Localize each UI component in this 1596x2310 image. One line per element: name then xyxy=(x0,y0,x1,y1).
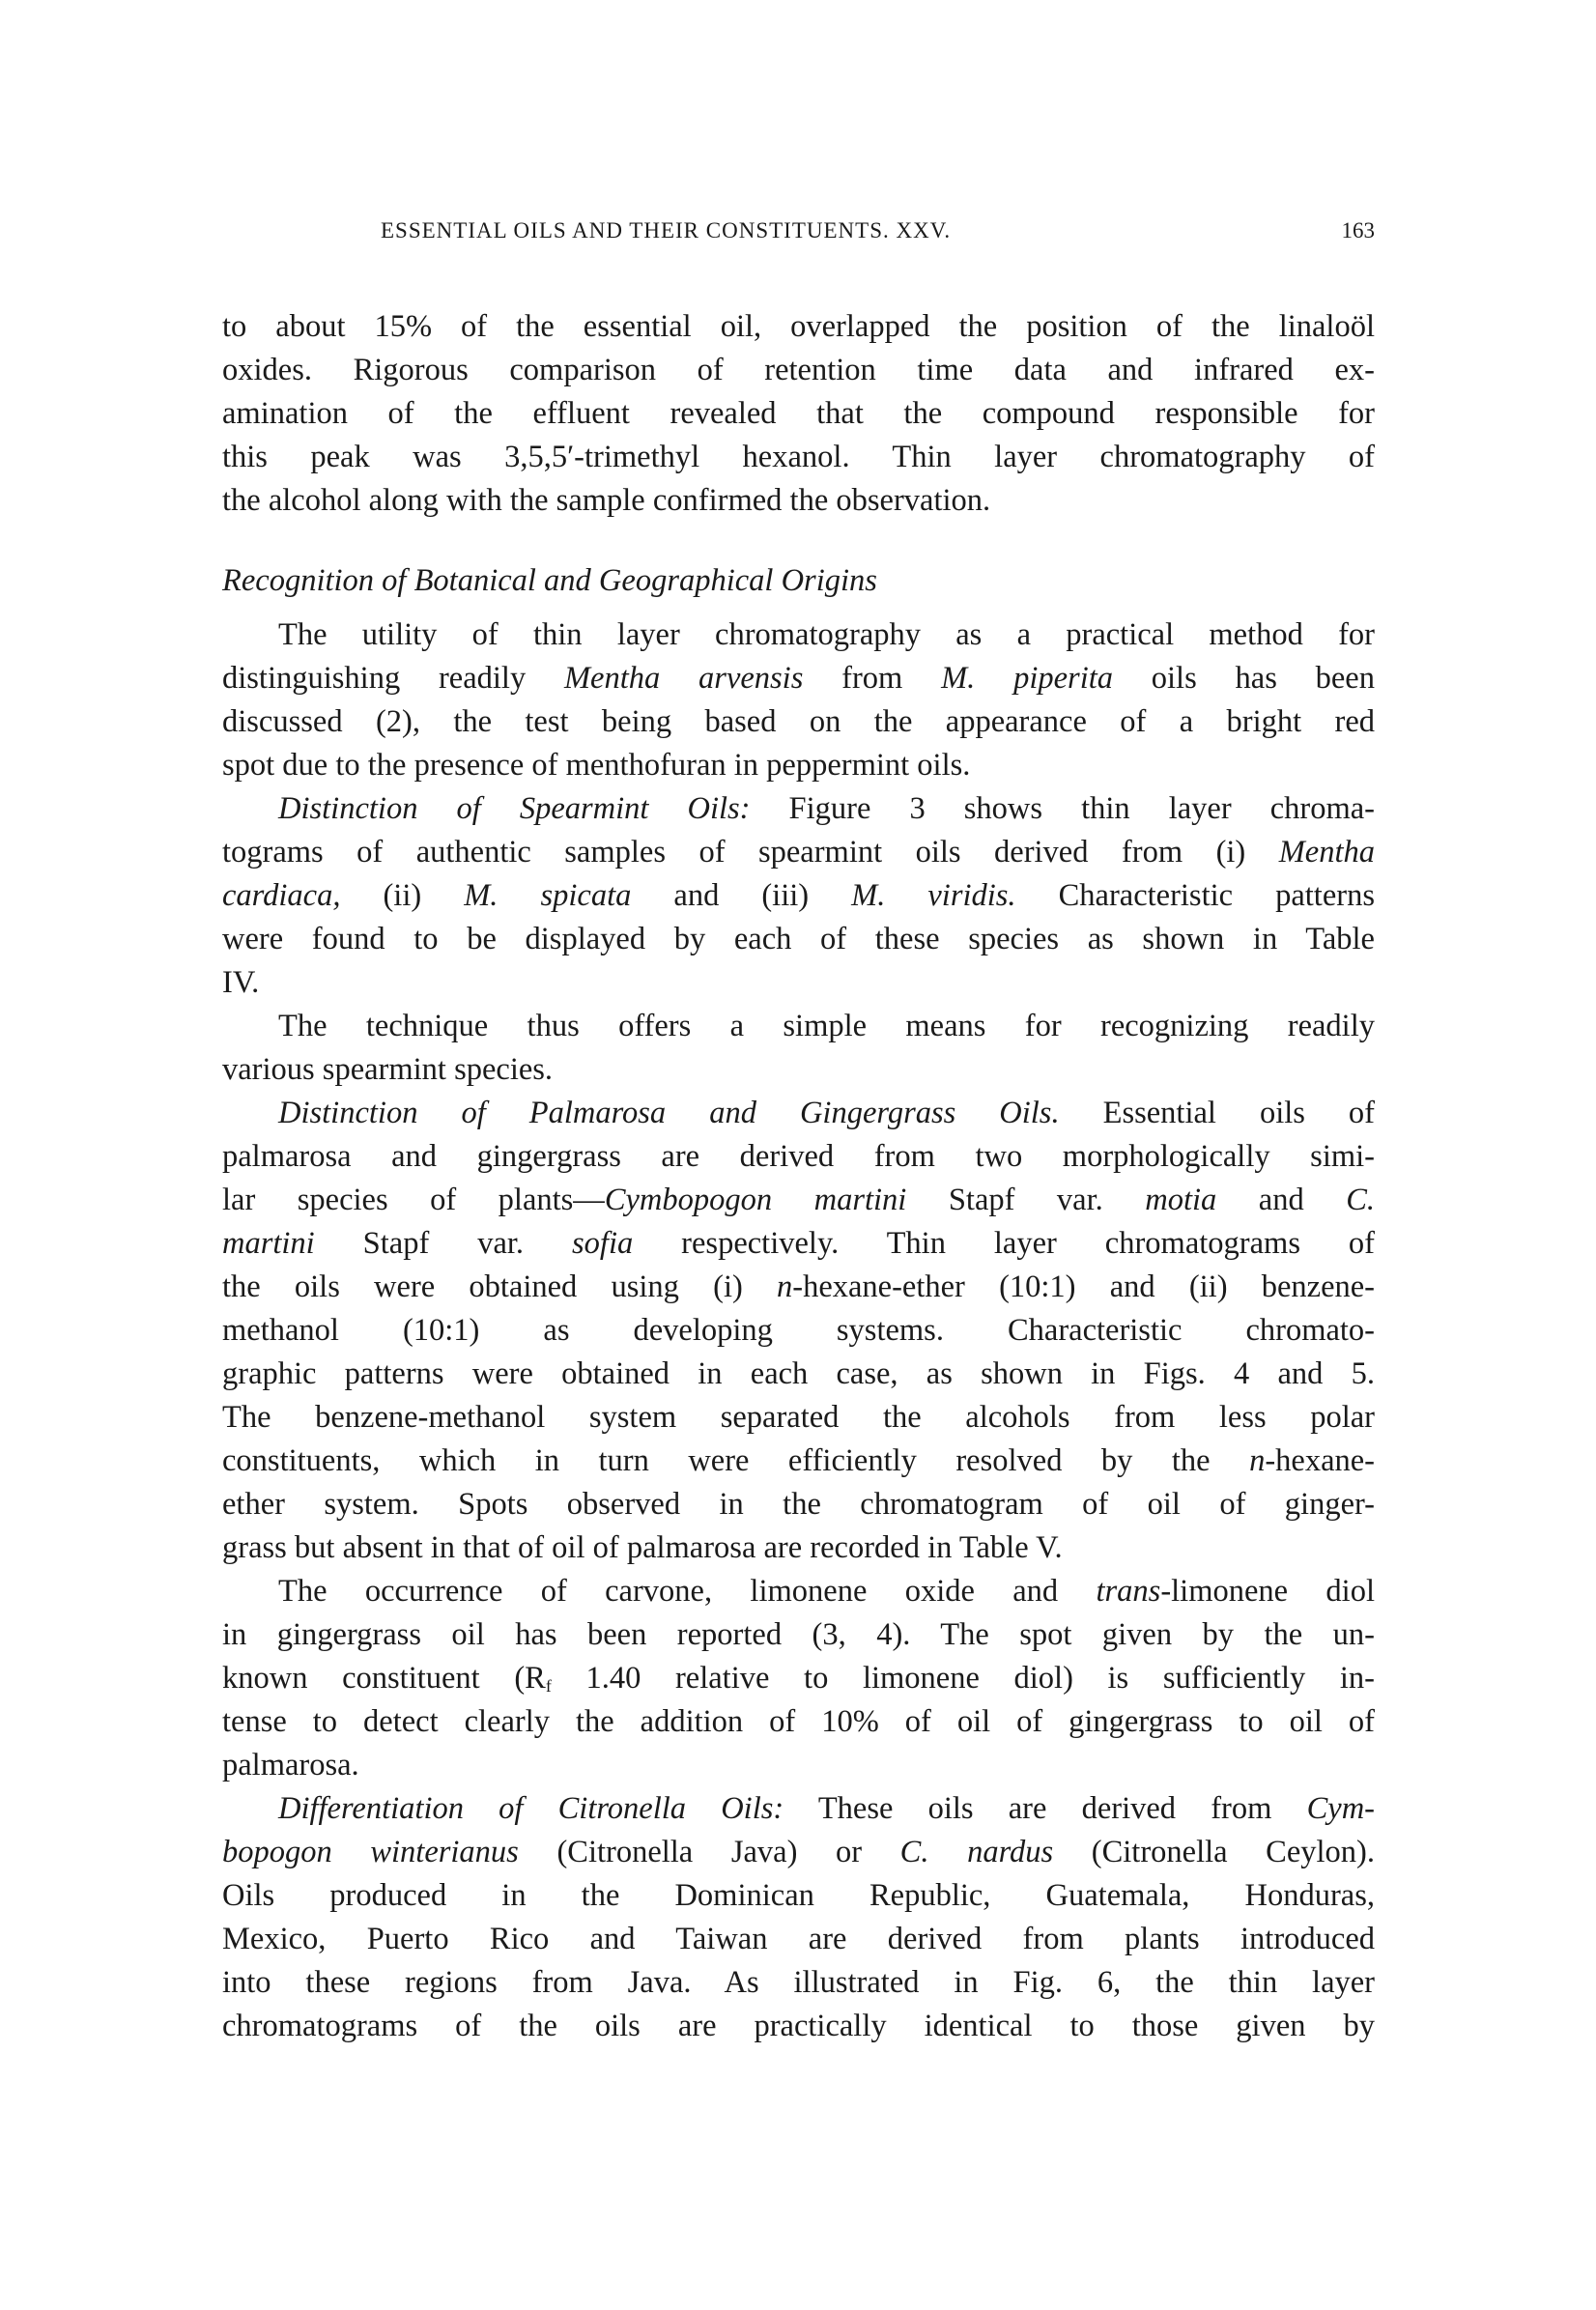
italic-text: motia xyxy=(1145,1183,1217,1217)
text-line xyxy=(222,392,1375,436)
text-run: tograms of authentic samples of spearmint oils derived from (i) xyxy=(222,835,1279,870)
section-heading xyxy=(222,559,1375,603)
text-line xyxy=(222,559,1375,603)
text-run: Mexico, Puerto Rico and Taiwan are derived from plants introduced xyxy=(222,1922,1375,1956)
text-line xyxy=(222,1700,1375,1744)
text-run: The utility of thin layer chromatography as a practical method for xyxy=(278,617,1375,652)
paragraph xyxy=(222,1092,1375,1570)
text-run: methanol (10:1) as developing systems. Characteristic chromato- xyxy=(222,1313,1375,1348)
text-line xyxy=(222,1657,1375,1700)
paragraph xyxy=(222,613,1375,787)
paragraph xyxy=(222,305,1375,523)
italic-text: Recognition of Botanical and Geographical Origins xyxy=(222,563,877,598)
text-run: oils has been xyxy=(1113,661,1375,696)
text-line xyxy=(222,1179,1375,1222)
italic-text: M. piperita xyxy=(941,661,1113,696)
running-title: ESSENTIAL OILS AND THEIR CONSTITUENTS. XXV. xyxy=(381,218,952,242)
text-run: and xyxy=(1216,1183,1347,1217)
text-line xyxy=(222,961,1375,1005)
page-number: 163 xyxy=(1341,218,1375,242)
text-line xyxy=(222,1005,1375,1048)
paragraph xyxy=(222,787,1375,1005)
italic-text: M. viridis. xyxy=(851,878,1016,913)
text-run: Stapf var. xyxy=(906,1183,1146,1217)
text-run: constituents, which in turn were efficiently resolved by the xyxy=(222,1443,1250,1478)
text-run: in gingergrass oil has been reported (3, 4). The spot given by the un- xyxy=(222,1617,1375,1652)
text-line xyxy=(222,700,1375,744)
text-run: lar species of plants— xyxy=(222,1183,605,1217)
italic-text: sofia xyxy=(572,1226,634,1261)
text-run: palmarosa and gingergrass are derived from two morphologically simi- xyxy=(222,1139,1375,1174)
text-run: spot due to the presence of menthofuran in peppermint oils. xyxy=(222,748,971,783)
text-run: The technique thus offers a simple means for recognizing readily xyxy=(278,1009,1375,1043)
italic-text: C. xyxy=(1346,1183,1375,1217)
running-header xyxy=(222,218,1375,257)
text-run: These oils are derived from xyxy=(784,1791,1307,1826)
text-run: -hexane- xyxy=(1265,1443,1375,1478)
text-line xyxy=(222,1831,1375,1874)
text-run: the oils were obtained using (i) xyxy=(222,1269,777,1304)
text-run: and (iii) xyxy=(631,878,852,913)
italic-text: M. spicata xyxy=(464,878,632,913)
paragraph xyxy=(222,1787,1375,2048)
italic-text: Distinction of Spearmint Oils: xyxy=(278,791,751,826)
italic-text: n xyxy=(777,1269,793,1304)
text-line xyxy=(222,918,1375,961)
text-run: (ii) xyxy=(340,878,465,913)
text-line xyxy=(222,1309,1375,1353)
text-line xyxy=(222,1874,1375,1918)
italic-text: cardiaca, xyxy=(222,878,341,913)
subscript: f xyxy=(545,1676,552,1696)
italic-text: trans xyxy=(1096,1574,1161,1609)
text-line xyxy=(222,657,1375,700)
text-line xyxy=(222,1483,1375,1526)
text-run: discussed (2), the test being based on the appearance of a bright red xyxy=(222,704,1375,739)
text-line xyxy=(222,1353,1375,1396)
text-run: known constituent (R xyxy=(222,1661,546,1696)
text-line xyxy=(222,1787,1375,1831)
italic-text: Cym- xyxy=(1306,1791,1375,1826)
text-line xyxy=(222,831,1375,874)
text-run: Stapf var. xyxy=(314,1226,573,1261)
text-run: various spearmint species. xyxy=(222,1052,554,1087)
text-line xyxy=(222,1526,1375,1570)
text-line xyxy=(222,479,1375,523)
text-run: distinguishing readily xyxy=(222,661,564,696)
text-run: palmarosa. xyxy=(222,1748,359,1782)
text-line xyxy=(222,1048,1375,1092)
text-run: (Citronella Ceylon). xyxy=(1053,1835,1375,1869)
text-run: tense to detect clearly the addition of 10% of oil of gingergrass to oil of xyxy=(222,1704,1375,1739)
article-body xyxy=(222,305,1375,2048)
text-line xyxy=(222,1961,1375,2005)
text-line xyxy=(222,874,1375,918)
text-run: grass but absent in that of oil of palmarosa are recorded in Table V. xyxy=(222,1530,1063,1565)
text-line xyxy=(222,1570,1375,1613)
text-line xyxy=(222,1744,1375,1787)
italic-text: n xyxy=(1249,1443,1266,1478)
text-run: IV. xyxy=(222,965,260,1000)
text-line xyxy=(222,305,1375,349)
text-run: (Citronella Java) or xyxy=(518,1835,900,1869)
text-run: were found to be displayed by each of these species as shown in Table xyxy=(222,922,1375,956)
text-line xyxy=(222,2005,1375,2048)
text-line xyxy=(222,613,1375,657)
text-line xyxy=(222,1396,1375,1440)
text-run: from xyxy=(803,661,942,696)
text-run: into these regions from Java. As illustrated in Fig. 6, the thin layer xyxy=(222,1965,1375,2000)
text-line xyxy=(222,436,1375,479)
text-run: Figure 3 shows thin layer chroma- xyxy=(750,791,1375,826)
text-run: respectively. Thin layer chromatograms of xyxy=(633,1226,1375,1261)
text-line xyxy=(222,787,1375,831)
text-run: chromatograms of the oils are practically identical to those given by xyxy=(222,2009,1375,2043)
text-run: 1.40 relative to limonene diol) is sufficiently in- xyxy=(551,1661,1375,1696)
italic-text: Mentha arvensis xyxy=(563,661,804,696)
text-line xyxy=(222,1440,1375,1483)
text-line xyxy=(222,1222,1375,1266)
text-run: graphic patterns were obtained in each case, as shown in Figs. 4 and 5. xyxy=(222,1356,1375,1391)
text-line xyxy=(222,744,1375,787)
text-line xyxy=(222,1918,1375,1961)
text-run: Characteristic patterns xyxy=(1015,878,1375,913)
text-run: The benzene-methanol system separated the alcohols from less polar xyxy=(222,1400,1375,1435)
text-line xyxy=(222,349,1375,392)
paragraph xyxy=(222,1570,1375,1787)
text-line xyxy=(222,1092,1375,1135)
text-run: Essential oils of xyxy=(1059,1096,1375,1130)
italic-text: Cymbopogon martini xyxy=(604,1183,907,1217)
paragraph xyxy=(222,1005,1375,1092)
text-run: oxides. Rigorous comparison of retention time data and infrared ex- xyxy=(222,353,1375,387)
text-run: The occurrence of carvone, limonene oxide and xyxy=(278,1574,1097,1609)
italic-text: martini xyxy=(222,1226,315,1261)
text-run: Oils produced in the Dominican Republic, Guatemala, Honduras, xyxy=(222,1878,1375,1913)
italic-text: bopogon winterianus xyxy=(222,1835,519,1869)
text-run: to about 15% of the essential oil, overlapped the position of the linaloöl xyxy=(222,309,1375,344)
italic-text: Distinction of Palmarosa and Gingergrass Oils. xyxy=(278,1096,1060,1130)
text-line xyxy=(222,1266,1375,1309)
text-run: ether system. Spots observed in the chromatogram of oil of ginger- xyxy=(222,1487,1375,1522)
italic-text: Mentha xyxy=(1278,835,1375,870)
italic-text: C. nardus xyxy=(899,1835,1054,1869)
text-run: this peak was 3,5,5′-trimethyl hexanol. Thin layer chromatography of xyxy=(222,440,1375,474)
text-run: -hexane-ether (10:1) and (ii) benzene- xyxy=(792,1269,1375,1304)
text-line xyxy=(222,1613,1375,1657)
text-line xyxy=(222,1135,1375,1179)
text-run: amination of the effluent revealed that the compound responsible for xyxy=(222,396,1375,431)
text-run: -limonene diol xyxy=(1160,1574,1375,1609)
text-run: the alcohol along with the sample confirmed the observation. xyxy=(222,483,991,518)
italic-text: Differentiation of Citronella Oils: xyxy=(278,1791,784,1826)
